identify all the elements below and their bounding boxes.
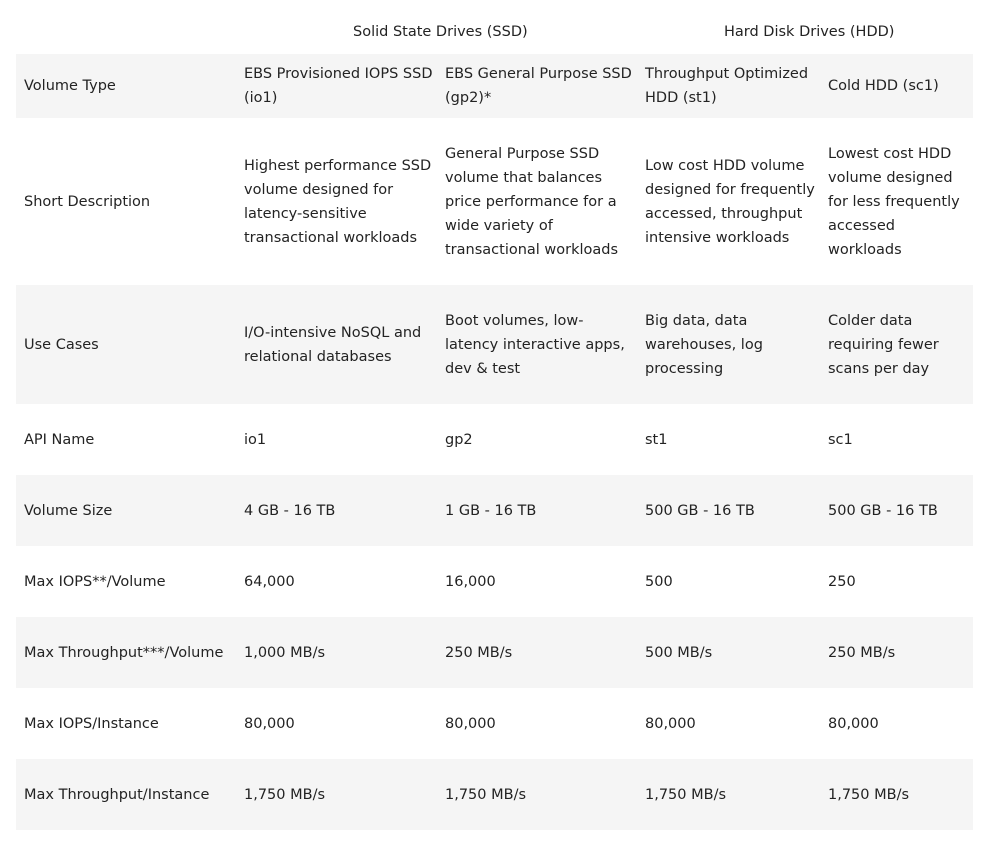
cell-st1: 1,750 MB/s [645, 786, 727, 803]
cell-io1: io1 [244, 431, 267, 448]
row-label: Short Description [24, 193, 151, 210]
cell-io1: 4 GB - 16 TB [244, 502, 336, 519]
cell-gp2: 1,750 MB/s [445, 786, 527, 803]
row-label: API Name [24, 431, 95, 448]
cell-st1: st1 [645, 431, 668, 448]
cell-io1: EBS Provisioned IOPS SSD (io1) [244, 66, 433, 106]
table-row-max-iops-volume [16, 546, 973, 617]
table-row-api-name [16, 404, 973, 475]
cell-io1: 80,000 [244, 715, 295, 732]
row-label: Volume Size [24, 502, 113, 519]
cell-io1: Highest performance SSD volume designed for latency-sensitive transactional workloads [244, 157, 432, 246]
cell-gp2: 250 MB/s [445, 644, 513, 661]
cell-sc1: Colder data requiring fewer scans per day [828, 312, 939, 377]
cell-gp2: General Purpose SSD volume that balances price performance for a wide variety of transactional workloads [445, 145, 619, 258]
cell-sc1: 250 MB/s [828, 644, 896, 661]
cell-st1: 80,000 [645, 715, 696, 732]
row-label: Max IOPS**/Volume [24, 573, 166, 590]
cell-st1: Low cost HDD volume designed for frequently accessed, throughput intensive workloads [645, 157, 815, 246]
cell-sc1: 80,000 [828, 715, 879, 732]
row-label: Max Throughput***/Volume [24, 644, 224, 661]
table-row-volume-type [16, 54, 973, 118]
ebs-volume-comparison-table [16, 54, 973, 830]
cell-gp2: Boot volumes, low-latency interactive apps, dev & test [445, 312, 625, 377]
row-label: Max IOPS/Instance [24, 715, 159, 732]
cell-io1: I/O-intensive NoSQL and relational databases [244, 324, 422, 365]
table-row-volume-size [16, 475, 973, 546]
group-header-hdd: Hard Disk Drives (HDD) [724, 24, 895, 40]
cell-io1: 1,000 MB/s [244, 644, 326, 661]
cell-sc1: sc1 [828, 431, 853, 448]
table-row-max-throughput-volume [16, 617, 973, 688]
cell-io1: 1,750 MB/s [244, 786, 326, 803]
row-label: Volume Type [24, 78, 116, 94]
cell-io1: 64,000 [244, 573, 295, 590]
cell-gp2: 16,000 [445, 573, 496, 590]
cell-gp2: 1 GB - 16 TB [445, 502, 537, 519]
group-header-ssd: Solid State Drives (SSD) [353, 24, 528, 40]
table-row-max-throughput-instance [16, 759, 973, 830]
table-row-use-cases [16, 285, 973, 404]
cell-sc1: 1,750 MB/s [828, 786, 910, 803]
cell-gp2: EBS General Purpose SSD (gp2)* [445, 66, 632, 106]
cell-st1: 500 MB/s [645, 644, 713, 661]
cell-sc1: Lowest cost HDD volume designed for less frequently accessed workloads [828, 145, 960, 258]
table-row-max-iops-instance [16, 688, 973, 759]
row-label: Max Throughput/Instance [24, 786, 210, 803]
cell-gp2: 80,000 [445, 715, 496, 732]
row-label: Use Cases [24, 336, 99, 353]
cell-st1: 500 [645, 573, 673, 590]
table-row-short-description [16, 118, 973, 285]
cell-st1: 500 GB - 16 TB [645, 502, 755, 519]
cell-st1: Throughput Optimized HDD (st1) [645, 66, 809, 106]
cell-sc1: 500 GB - 16 TB [828, 502, 938, 519]
cell-st1: Big data, data warehouses, log processing [645, 312, 763, 377]
cell-sc1: Cold HDD (sc1) [828, 78, 939, 94]
cell-sc1: 250 [828, 573, 856, 590]
cell-gp2: gp2 [445, 431, 473, 448]
